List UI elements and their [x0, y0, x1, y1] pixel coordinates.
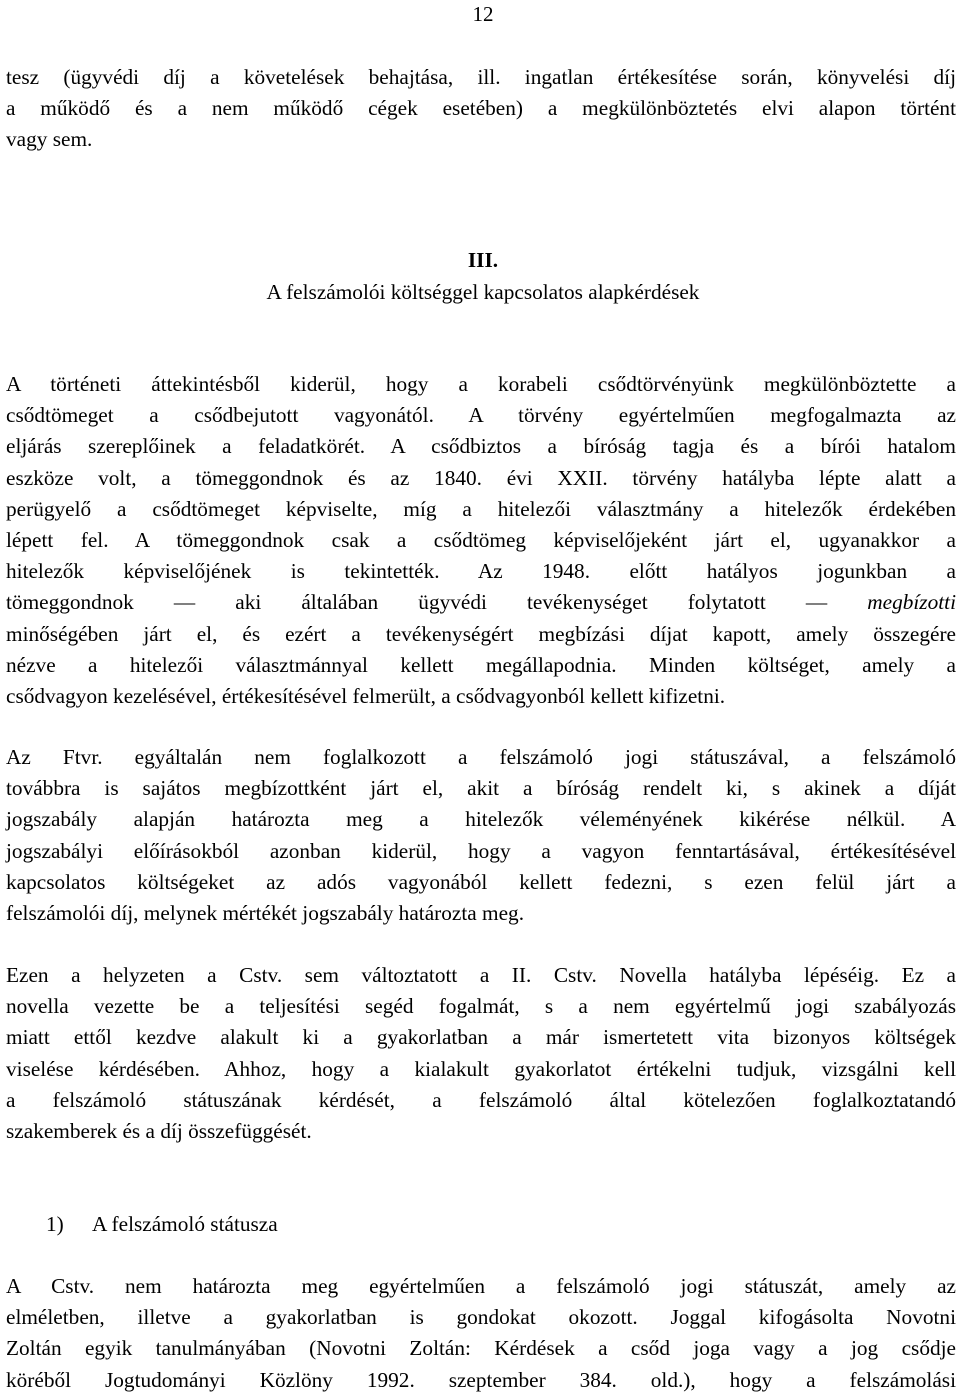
paragraph-intro-continuation: [6, 62, 956, 156]
paragraph-cstv-novella: [6, 960, 956, 1147]
text-line: hitelezők képviselőjének is tekintették. Az 1948. előtt hatályos jogunkban a: [6, 559, 956, 584]
text-line: vagy sem.: [6, 127, 93, 152]
text-line: tesz (ügyvédi díj a követelések behajtása, ill. ingatlan értékesítése során, könyvelési díj: [6, 65, 956, 89]
text-line: Az Ftvr. egyáltalán nem foglalkozott a felszámoló jogi státuszával, a felszámoló: [6, 745, 956, 769]
text-line: jogszabályi előírásokból azonban kiderül, hogy a vagyon fenntartásával, értékesítésével: [6, 838, 956, 863]
text-line: a működő és a nem működő cégek esetében) a megkülönböztetés elvi alapon történt: [6, 96, 956, 121]
text-line: viselése kérdésében. Ahhoz, hogy a kialakult gyakorlatot értékelni tudjuk, vizsgálni kell: [6, 1056, 956, 1081]
section-title: A felszámolói költséggel kapcsolatos alapkérdések: [266, 280, 700, 304]
text-line: továbbra is sajátos megbízottként járt el, akit a bíróság rendelt ki, s akinek a díját: [6, 776, 956, 801]
text-line: Ezen a helyzeten a Cstv. sem változtatott a II. Cstv. Novella hatályba lépéséig. Ez a: [6, 963, 956, 987]
italic-term: megbízotti: [867, 590, 956, 615]
paragraph-liquidator-status: [6, 1271, 956, 1396]
text-line: köréből Jogtudományi Közlöny 1992. szeptember 384. old.), hogy a felszámolási: [6, 1367, 956, 1392]
text-line: [6, 587, 956, 618]
text-line: elméletben, illetve a gyakorlatban is gondokat okozott. Joggal kifogásolta Novotni: [6, 1305, 956, 1330]
text-line: csődvagyon kezelésével, értékesítésével felmerült, a csődvagyonból kellett kifizetni.: [6, 684, 726, 709]
text-line: nézve a hitelezői választmánnyal kellett megállapodnia. Minden költséget, amely a: [6, 652, 956, 677]
text-line: felszámolói díj, melynek mértékét jogszabály határozta meg.: [6, 901, 525, 926]
paragraph-ftvr: [6, 742, 956, 929]
text-line: A történeti áttekintésből kiderül, hogy a korabeli csődtörvényünk megkülönböztette a: [6, 372, 956, 396]
text-line: kapcsolatos költségeket az adós vagyonából kellett fedezni, s ezen felül járt a: [6, 869, 956, 894]
text-line: A Cstv. nem határozta meg egyértelműen a felszámoló jogi státuszát, amely az: [6, 1274, 956, 1298]
text-line: miatt ettől kezdve alakult ki a gyakorlatban a már ismertetett vita bizonyos költségek: [6, 1025, 956, 1050]
page-number: 12: [472, 2, 494, 26]
text-line: a felszámoló státuszának kérdését, a felszámoló által kötelezően foglalkoztatandó: [6, 1087, 956, 1112]
section-number: III.: [467, 248, 499, 272]
subsection-heading: [46, 1209, 278, 1240]
text-line: eszköze volt, a tömeggondnok és az 1840. évi XXII. törvény hatályba lépte alatt a: [6, 465, 956, 490]
text-segment: tömeggondnok — aki általában ügyvédi tevékenységet folytatott —: [6, 590, 828, 615]
text-line: novella vezette be a teljesítési segéd fogalmát, s a nem egyértelmű jogi szabályozás: [6, 994, 956, 1019]
paragraph-historical-overview: [6, 369, 956, 712]
text-line: jogszabály alapján határozta meg a hitelezők véleményének kikérése nélkül. A: [6, 807, 956, 832]
text-line: Zoltán egyik tanulmányában (Novotni Zoltán: Kérdések a csőd joga vagy a jog csődje: [6, 1336, 956, 1361]
text-line: szakemberek és a díj összefüggését.: [6, 1119, 312, 1144]
text-line: minőségében járt el, és ezért a tevékenységért megbízási díjat kapott, amely összegére: [6, 621, 956, 646]
text-line: eljárás szereplőinek a feladatkörét. A csődbiztos a bíróság tagja és a bírói hatalom: [6, 434, 956, 459]
subsection-title: A felszámoló státusza: [92, 1212, 278, 1236]
text-line: lépett fel. A tömeggondnok csak a csődtömeg képviselőjeként járt el, ugyanakkor a: [6, 528, 956, 553]
subsection-number: 1): [46, 1212, 64, 1236]
text-line: perügyelő a csődtömeget képviselte, míg a hitelezői választmány a hitelezők érdekében: [6, 496, 956, 521]
text-line: csődtömeget a csődbejutott vagyonától. A törvény egyértelműen megfogalmazta az: [6, 403, 956, 428]
